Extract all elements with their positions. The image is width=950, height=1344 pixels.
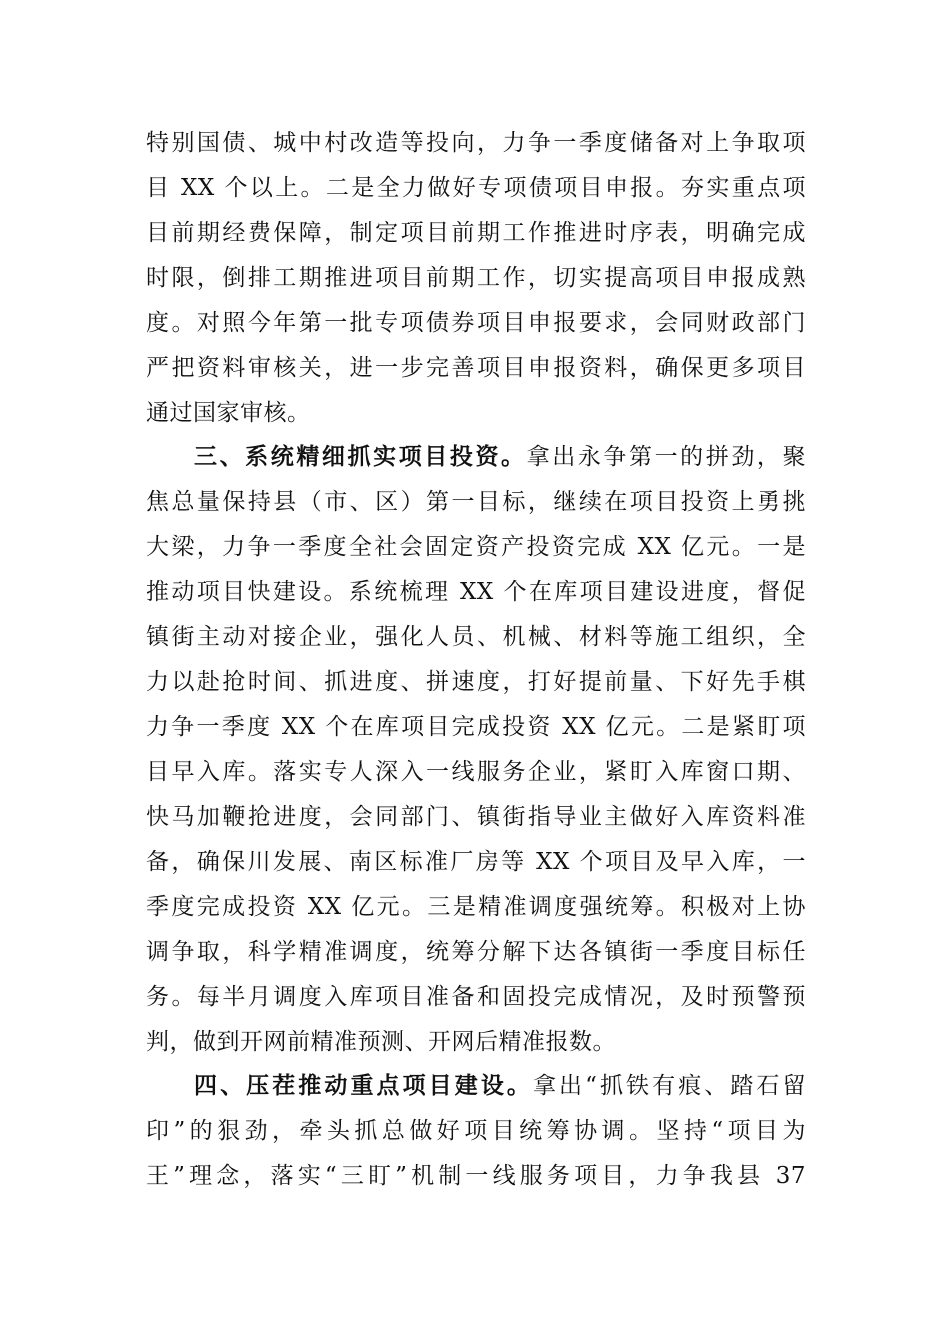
paragraph-1-line-5: 度。对照今年第一批专项债券项目申报要求，会同财政部门 xyxy=(146,310,806,336)
paragraph-3-first-line xyxy=(194,1068,806,1104)
paragraph-3-line-3: 王”理念，落实“三盯”机制一线服务项目，力争我县 37 xyxy=(146,1163,806,1189)
paragraph-1-line-7: 通过国家审核。 xyxy=(146,400,311,426)
paragraph-2-line-11: 季度完成投资 XX 亿元。三是精准调度强统筹。积极对上协 xyxy=(146,894,806,920)
paragraph-1-line-4: 时限，倒排工期推进项目前期工作，切实提高项目申报成熟 xyxy=(146,265,806,291)
paragraph-2-first-line xyxy=(194,439,806,475)
paragraph-2-line-4: 推动项目快建设。系统梳理 XX 个在库项目建设进度，督促 xyxy=(146,579,806,605)
paragraph-3-first-line-text: 拿出“抓铁有痕、踏石留 xyxy=(532,1073,806,1099)
paragraph-2-line-12: 调争取，科学精准调度，统筹分解下达各镇街一季度目标任 xyxy=(146,939,806,965)
paragraph-1-line-2: 目 XX 个以上。二是全力做好专项债项目申报。夯实重点项 xyxy=(146,175,806,201)
section-4-heading: 四、压茬推动重点项目建设。 xyxy=(194,1072,533,1099)
paragraph-2-line-7: 力争一季度 XX 个在库项目完成投资 XX 亿元。二是紧盯项 xyxy=(146,714,806,740)
paragraph-3-line-2: 印”的狠劲，牵头抓总做好项目统筹协调。坚持“项目为 xyxy=(146,1118,806,1144)
paragraph-2-line-6: 力以赴抢时间、抓进度、拼速度，打好提前量、下好先手棋 xyxy=(146,669,806,695)
paragraph-2-line-10: 备，确保川发展、南区标准厂房等 XX 个项目及早入库，一 xyxy=(146,849,806,875)
paragraph-1-line-3: 目前期经费保障，制定项目前期工作推进时序表，明确完成 xyxy=(146,220,806,246)
paragraph-2-line-5: 镇街主动对接企业，强化人员、机械、材料等施工组织，全 xyxy=(146,624,806,650)
paragraph-2-line-13: 务。每半月调度入库项目准备和固投完成情况，及时预警预 xyxy=(146,984,806,1010)
paragraph-1-line-6: 严把资料审核关，进一步完善项目申报资料，确保更多项目 xyxy=(146,355,806,381)
paragraph-2-first-line-text: 拿出永争第一的拼劲，聚 xyxy=(526,444,807,470)
section-3-heading: 三、系统精细抓实项目投资。 xyxy=(194,443,527,470)
paragraph-2-line-14: 判，做到开网前精准预测、开网后精准报数。 xyxy=(146,1029,616,1055)
paragraph-2-line-3: 大梁，力争一季度全社会固定资产投资完成 XX 亿元。一是 xyxy=(146,534,806,560)
paragraph-2-line-8: 目早入库。落实专人深入一线服务企业，紧盯入库窗口期、 xyxy=(146,759,806,785)
paragraph-2-line-2: 焦总量保持县（市、区）第一目标，继续在项目投资上勇挑 xyxy=(146,489,806,515)
paragraph-2-line-9: 快马加鞭抢进度，会同部门、镇街指导业主做好入库资料准 xyxy=(146,804,806,830)
paragraph-1-line-1: 特别国债、城中村改造等投向，力争一季度储备对上争取项 xyxy=(146,130,806,156)
